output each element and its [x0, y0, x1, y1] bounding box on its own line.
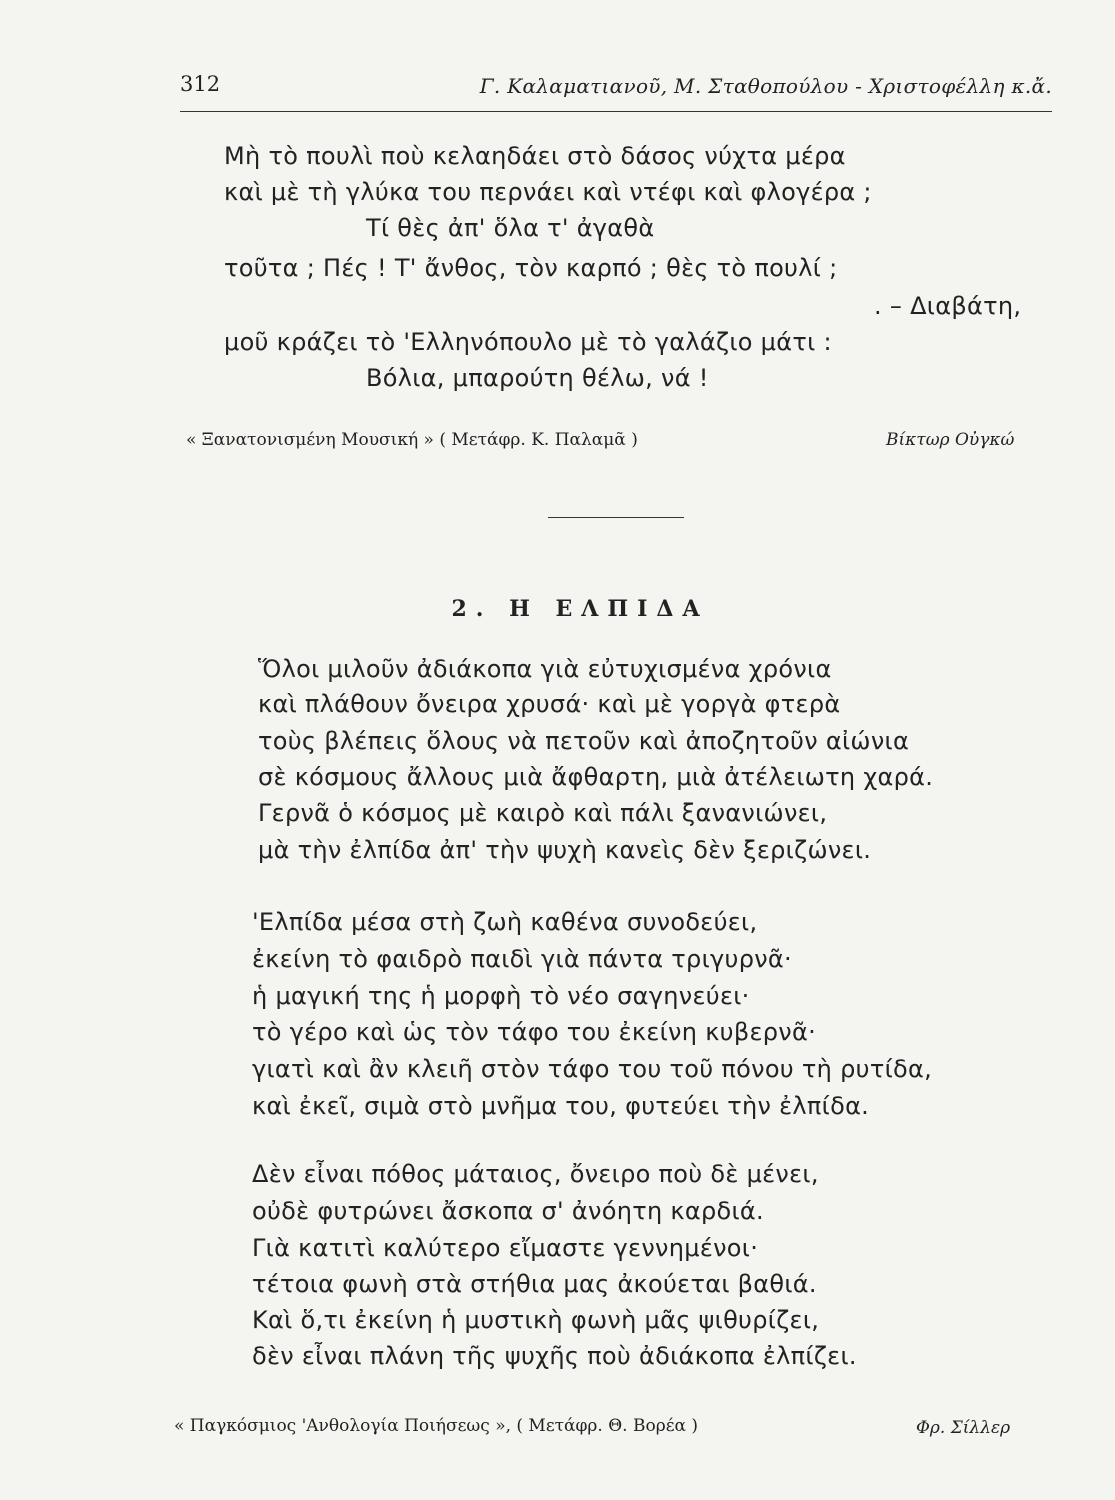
poem2-s3-line-4: τέτοια φωνὴ στὰ στήθια μας ἀκούεται βαθιά.: [252, 1270, 817, 1298]
poem1-line-2: καὶ μὲ τὴ γλύκα του περνάει καὶ ντέφι καὶ φλογέρα ;: [224, 178, 872, 206]
poem2-s3-line-3: Γιὰ κατιτὶ καλύτερο εἴμαστε γεννημένοι·: [252, 1234, 759, 1262]
poem1-line-7: Βόλια, μπαρούτη θέλω, νά !: [366, 364, 709, 392]
poem1-source: « Ξανατονισμένη Μουσική » ( Μετάφρ. Κ. Παλαμᾶ ): [186, 430, 638, 450]
poem1-line-6: μοῦ κράζει τὸ 'Ελληνόπουλο μὲ τὸ γαλάζιο μάτι :: [224, 328, 832, 356]
poem2-author: Φρ. Σίλλερ: [916, 1418, 1011, 1438]
poem2-s1-line-4: σὲ κόσμους ἄλλους μιὰ ἄφθαρτη, μιὰ ἀτέλειωτη χαρά.: [258, 763, 934, 791]
poem1-line-5: . – Διαβάτη,: [874, 292, 1022, 320]
poem2-s1-line-5: Γερνᾶ ὁ κόσμος μὲ καιρὸ καὶ πάλι ξανανιώνει,: [258, 799, 828, 827]
page-number: 312: [180, 72, 221, 96]
poem1-line-4: τοῦτα ; Πές ! Τ' ἄνθος, τὸν καρπό ; θὲς τὸ πουλί ;: [224, 254, 838, 282]
poem2-s3-line-1: Δὲν εἶναι πόθος μάταιος, ὄνειρο ποὺ δὲ μένει,: [252, 1160, 819, 1188]
poem2-s2-line-6: καὶ ἐκεῖ, σιμὰ στὸ μνῆμα του, φυτεύει τὴν ἐλπίδα.: [252, 1092, 870, 1120]
poem2-s3-line-2: οὐδὲ φυτρώνει ἄσκοπα σ' ἀνόητη καρδιά.: [252, 1197, 764, 1225]
poem1-author: Βίκτωρ Οὐγκώ: [886, 430, 1015, 450]
poem2-title: 2. Η ΕΛΠΙΔΑ: [451, 596, 709, 622]
poem1-line-3: Τί θὲς ἀπ' ὅλα τ' ἀγαθὰ: [366, 214, 655, 242]
poem2-s2-line-4: τὸ γέρο καὶ ὡς τὸν τάφο του ἐκείνη κυβερνᾶ·: [252, 1018, 817, 1046]
poem2-s1-line-1: Ὅλοι μιλοῦν ἀδιάκοπα γιὰ εὐτυχισμένα χρόνια: [258, 655, 832, 683]
section-separator: [548, 517, 684, 518]
poem2-s2-line-1: 'Ελπίδα μέσα στὴ ζωὴ καθένα συνοδεύει,: [252, 908, 758, 936]
header-rule: [180, 111, 1052, 112]
page-header: [180, 72, 1052, 108]
poem2-s1-line-2: καὶ πλάθουν ὄνειρα χρυσά· καὶ μὲ γοργὰ φτερὰ: [258, 690, 841, 718]
poem2-s3-line-5: Καὶ ὅ,τι ἐκείνη ἡ μυστικὴ φωνὴ μᾶς ψιθυρίζει,: [252, 1306, 820, 1334]
poem2-source: « Παγκόσμιος 'Ανθολογία Ποιήσεως », ( Μετάφρ. Θ. Βορέα ): [174, 1416, 699, 1436]
poem2-s1-line-3: τοὺς βλέπεις ὅλους νὰ πετοῦν καὶ ἀποζητοῦν αἰώνια: [258, 727, 910, 755]
poem1-line-1: Μὴ τὸ πουλὶ ποὺ κελαηδάει στὸ δάσος νύχτα μέρα: [224, 142, 846, 170]
poem2-s2-line-3: ἡ μαγική της ἡ μορφὴ τὸ νέο σαγηνεύει·: [252, 982, 750, 1010]
poem2-s1-line-6: μὰ τὴν ἐλπίδα ἀπ' τὴν ψυχὴ κανεὶς δὲν ξεριζώνει.: [258, 836, 872, 864]
running-head: Γ. Καλαματιανοῦ, Μ. Σταθοπούλου - Χριστοφέλλη κ.ἄ.: [479, 74, 1052, 98]
poem2-s2-line-5: γιατὶ καὶ ἂν κλειῆ στὸν τάφο του τοῦ πόνου τὴ ρυτίδα,: [252, 1055, 933, 1083]
poem2-s2-line-2: ἐκείνη τὸ φαιδρὸ παιδὶ γιὰ πάντα τριγυρνᾶ·: [252, 945, 792, 973]
poem2-s3-line-6: δὲν εἶναι πλάνη τῆς ψυχῆς ποὺ ἀδιάκοπα ἐλπίζει.: [252, 1342, 857, 1370]
